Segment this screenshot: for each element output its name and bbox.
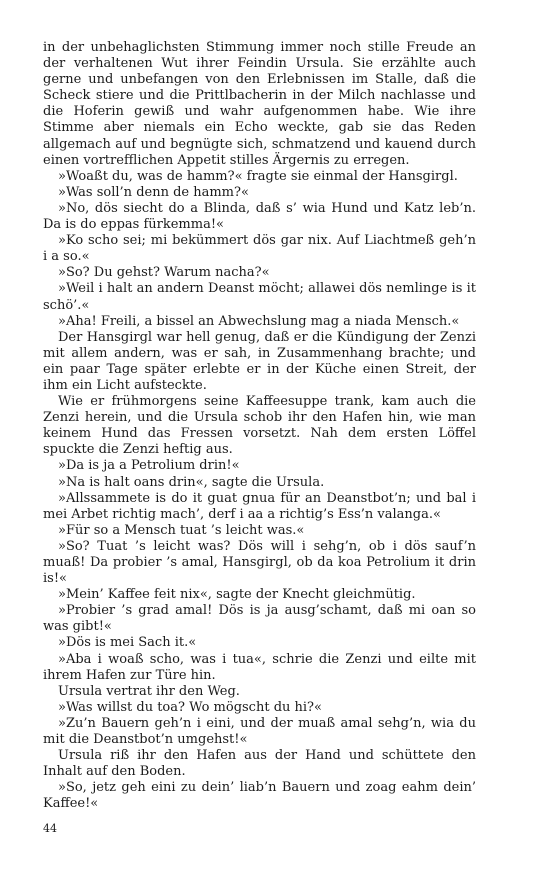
paragraph: »So? Du gehst? Warum nacha?« xyxy=(58,265,270,281)
paragraph: »Na is halt oans drin«, sagte die Ursula. xyxy=(58,474,325,490)
paragraph: Ursula vertrat ihr den Weg. xyxy=(58,683,240,699)
paragraph: »Dös is mei Sach it.« xyxy=(58,635,197,651)
paragraph: »Weil i halt an andern Deanst möcht; allawei dös nemlinge is it schö’.« xyxy=(43,281,476,313)
book-page-text xyxy=(43,40,476,813)
page-number: 44 xyxy=(43,822,57,835)
paragraph: »Probier ’s grad amal! Dös is ja ausg’schamt, daß mi oan so was gibt!« xyxy=(43,603,476,635)
paragraph: Ursula riß ihr den Hafen aus der Hand und schüttete den Inhalt auf den Boden. xyxy=(43,748,476,780)
paragraph: Der Hansgirgl war hell genug, daß er die Kündigung der Zenzi mit allem andern, was er sah, in Zusammenhang brachte; und ein paar Tage später erlebte er in der Küche einen Streit, der ihm ein Licht aufsteckte. xyxy=(43,329,476,393)
paragraph: »Aba i woaß scho, was i tua«, schrie die Zenzi und eilte mit ihrem Hafen zur Türe hin. xyxy=(43,651,476,683)
paragraph: »Zu’n Bauern geh’n i eini, und der muaß amal sehg’n, wia du mit die Deanstbot’n umgehst!« xyxy=(43,715,476,748)
paragraph: »Was soll’n denn de hamm?« xyxy=(58,184,249,200)
paragraph: Wie er frühmorgens seine Kaffeesuppe trank, kam auch die Zenzi herein, und die Ursula schob ihr den Hafen hin, wie man keinem Hund das Fressen vorsetzt. Nah dem ersten Löffel spuckte die Zenzi heftig aus. xyxy=(43,394,476,458)
paragraph: »So, jetz geh eini zu dein’ liab’n Bauern und zoag eahm dein’ Kaffee!« xyxy=(43,780,476,812)
paragraph: »Aha! Freili, a bissel an Abwechslung mag a niada Mensch.« xyxy=(58,313,460,329)
paragraph: »Da is ja a Petrolium drin!« xyxy=(58,458,240,474)
paragraph: »No, dös siecht do a Blinda, daß s’ wia Hund und Katz leb’n. Da is do eppas fürkemma!« xyxy=(43,200,476,233)
paragraph: »Ko scho sei; mi bekümmert dös gar nix. Auf Liachtmeß geh’n i a so.« xyxy=(43,233,476,265)
paragraph: »Mein’ Kaffee feit nix«, sagte der Knecht gleichmütig. xyxy=(58,587,416,603)
paragraph: »So? Tuat ’s leicht was? Dös will i sehg’n, ob i dös sauf’n muaß! Da probier ’s amal, Hansgirgl, ob da koa Petrolium it drin is!« xyxy=(43,538,476,587)
paragraph: »Allssammete is do it guat gnua für an Deanstbot’n; und bal i mei Arbet richtig mach’, derf i aa a richtig’s Ess’n valanga.« xyxy=(43,490,476,522)
paragraph: in der unbehaglichsten Stimmung immer noch stille Freude an der verhaltenen Wut ihrer Feindin Ursula. Sie erzählte auch gerne und unbefangen von den Erlebnissen im Stalle, daß die Scheck stiere und die Prittlbacherin in der Milch nachlasse und die Hoferin gewiß und wahr aufgenommen habe. Wie ihre Stimme aber niemals ein Echo weckte, gab sie das Reden allgemach auf und begnügte sich, schmatzend und kauend durch einen vortrefflichen Appetit stilles Ärgernis zu erregen. xyxy=(43,40,476,168)
paragraph: »Für so a Mensch tuat ’s leicht was.« xyxy=(58,522,305,538)
paragraph: »Was willst du toa? Wo mögscht du hi?« xyxy=(58,699,322,715)
paragraph: »Woaßt du, was de hamm?« fragte sie einmal der Hansgirgl. xyxy=(58,168,458,184)
